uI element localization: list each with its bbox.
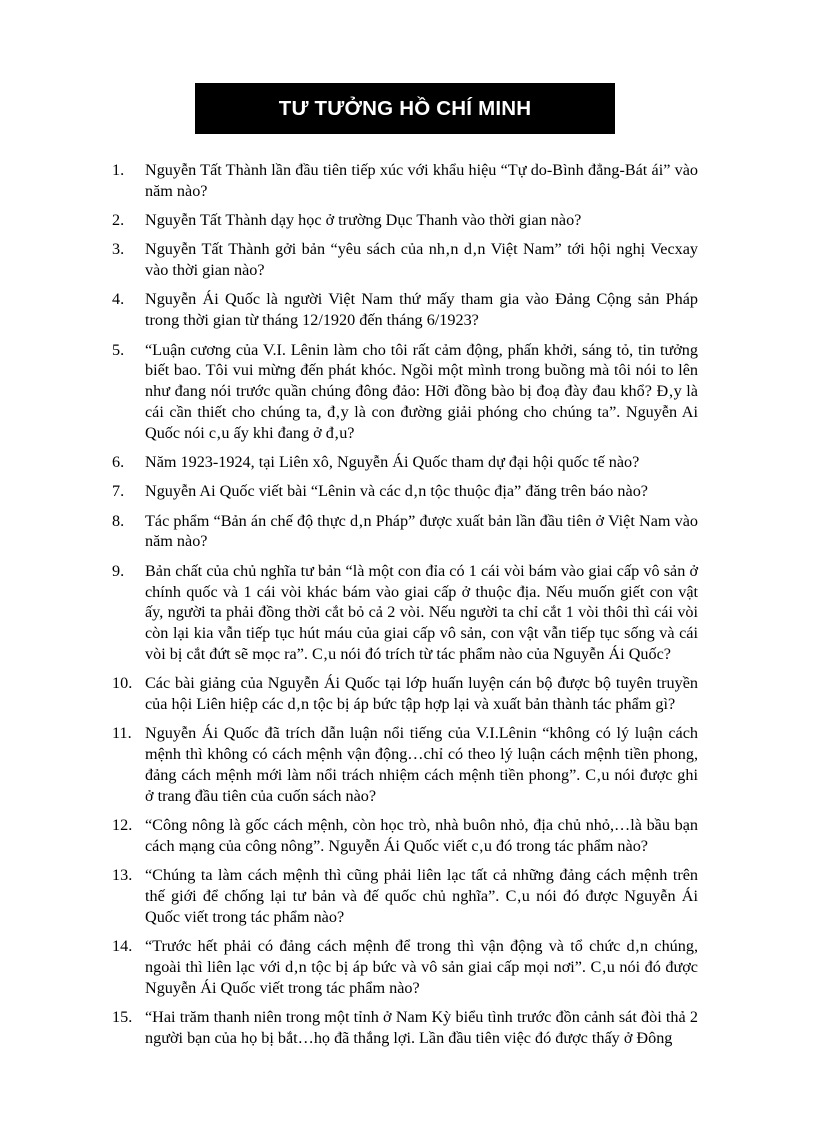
question-number: 11. xyxy=(112,724,132,743)
document-title: TƯ TƯỞNG HỒ CHÍ MINH xyxy=(278,96,532,120)
question-item xyxy=(112,340,698,444)
question-item xyxy=(112,815,698,857)
question-text: “Công nông là gốc cách mệnh, còn học trò, nhà buôn nhỏ, địa chủ nhỏ,…là bầu bạn cách mạng của công nông”. Nguyễn Ái Quốc viết c‚u đó trong tác phẩm nào? xyxy=(145,816,698,855)
question-text: Bản chất của chủ nghĩa tư bản “là một con đỉa có 1 cái vòi bám vào giai cấp vô sản ở chính quốc và 1 cái vòi khác bám vào giai cấp ở thuộc địa. Nếu muốn giết con vật ấy, người ta phải đồng thời cắt bỏ cả 2 vòi. Nếu người ta chỉ cắt 1 vòi thôi thì cái vòi còn lại kia vẫn tiếp tục hút máu của giai cấp vô sản, con vật vẫn tiếp tục sống và cái vòi bị cắt đứt sẽ mọc ra”. C‚u nói đó trích từ tác phẩm nào của Nguyễn Ái Quốc? xyxy=(145,561,698,663)
question-text: Tác phẩm “Bản án chế độ thực d‚n Pháp” được xuất bản lần đầu tiên ở Việt Nam vào năm nào? xyxy=(145,511,698,551)
question-item xyxy=(112,723,698,806)
question-item xyxy=(112,1007,698,1049)
question-text: “Hai trăm thanh niên trong một tỉnh ở Nam Kỳ biểu tình trước đồn cảnh sát đòi thả 2 người bạn của họ bị bắt…họ đã thắng lợi. Lần đầu tiên việc đó được thấy ở Đông xyxy=(145,1007,698,1047)
question-number: 9. xyxy=(112,561,125,580)
question-text: “Trước hết phải có đảng cách mệnh để trong thì vận động và tổ chức d‚n chúng, ngoài thì liên lạc với d‚n tộc bị áp bức và vô sản giai cấp mọi nơi”. C‚u nói đó được Nguyễn Ái Quốc viết trong tác phẩm nào? xyxy=(145,937,698,997)
question-number: 12. xyxy=(112,816,133,835)
question-text: Nguyễn Tất Thành dạy học ở trường Dục Thanh vào thời gian nào? xyxy=(145,211,582,230)
question-number: 6. xyxy=(112,453,125,472)
question-item xyxy=(112,936,698,998)
question-number: 4. xyxy=(112,290,125,309)
question-number: 1. xyxy=(112,161,125,179)
question-text: Nguyễn Tất Thành gởi bản “yêu sách của nh‚n d‚n Việt Nam” tới hội nghị Vecxay vào thời gian nào? xyxy=(145,240,698,280)
question-list xyxy=(112,160,698,1048)
question-item xyxy=(112,160,698,202)
question-text: “Chúng ta làm cách mệnh thì cũng phải liên lạc tất cả những đảng cách mệnh trên thế giới để chống lại tư bản và đế quốc chủ nghĩa”. C‚u nói đó được Nguyễn Ái Quốc viết trong tác phẩm nào? xyxy=(145,866,698,926)
question-number: 7. xyxy=(112,482,125,501)
question-item xyxy=(112,511,698,553)
question-text: Năm 1923-1924, tại Liên xô, Nguyễn Ái Quốc tham dự đại hội quốc tế nào? xyxy=(145,453,640,472)
question-item xyxy=(112,239,698,281)
question-number: 15. xyxy=(112,1007,133,1026)
question-number: 14. xyxy=(112,937,133,955)
question-number: 13. xyxy=(112,866,133,885)
question-text: Nguyễn Tất Thành lần đầu tiên tiếp xúc với khẩu hiệu “Tự do-Bình đẳng-Bát ái” vào năm nào? xyxy=(145,161,698,200)
question-text: “Luận cương của V.I. Lênin làm cho tôi rất cảm động, phấn khởi, sáng tỏ, tin tưởng biết bao. Tôi vui mừng đến phát khóc. Ngồi một mình trong buồng mà tôi nói to lên như đang nói trước quần chúng đông đảo: Hỡi đồng bào bị đoạ đày đau khổ? Đ‚y là cái cần thiết cho chúng ta, đ‚y là con đường giải phóng cho chúng ta”. Nguyễn Ai Quốc nói c‚u ấy khi đang ở đ‚u? xyxy=(145,340,698,442)
question-item xyxy=(112,481,698,502)
question-item xyxy=(112,452,698,473)
question-item xyxy=(112,210,698,231)
question-number: 10. xyxy=(112,674,133,693)
question-item xyxy=(112,289,698,331)
question-number: 2. xyxy=(112,211,125,230)
question-item xyxy=(112,561,698,665)
question-text: Các bài giảng của Nguyễn Ái Quốc tại lớp huấn luyện cán bộ được bộ tuyên truyền của hội Liên hiệp các d‚n tộc bị áp bức tập hợp lại và xuất bản thành tác phẩm gì? xyxy=(145,674,698,714)
title-banner xyxy=(195,83,615,134)
question-number: 5. xyxy=(112,340,125,359)
question-item xyxy=(112,673,698,715)
question-text: Nguyễn Ái Quốc đã trích dẫn luận nổi tiếng của V.I.Lênin “không có lý luận cách mệnh thì không có cách mệnh vận động…chỉ có theo lý luận cách mệnh tiền phong, đảng cách mệnh mới làm nổi trách nhiệm cách mệnh tiền phong”. C‚u nói được ghi ở trang đầu tiên của cuốn sách nào? xyxy=(145,724,698,805)
question-text: Nguyễn Ái Quốc là người Việt Nam thứ mấy tham gia vào Đảng Cộng sản Pháp trong thời gian từ tháng 12/1920 đến tháng 6/1923? xyxy=(145,290,698,330)
question-item xyxy=(112,865,698,927)
question-text: Nguyễn Ai Quốc viết bài “Lênin và các d‚n tộc thuộc địa” đăng trên báo nào? xyxy=(145,482,648,501)
question-number: 3. xyxy=(112,240,125,259)
question-number: 8. xyxy=(112,511,125,530)
